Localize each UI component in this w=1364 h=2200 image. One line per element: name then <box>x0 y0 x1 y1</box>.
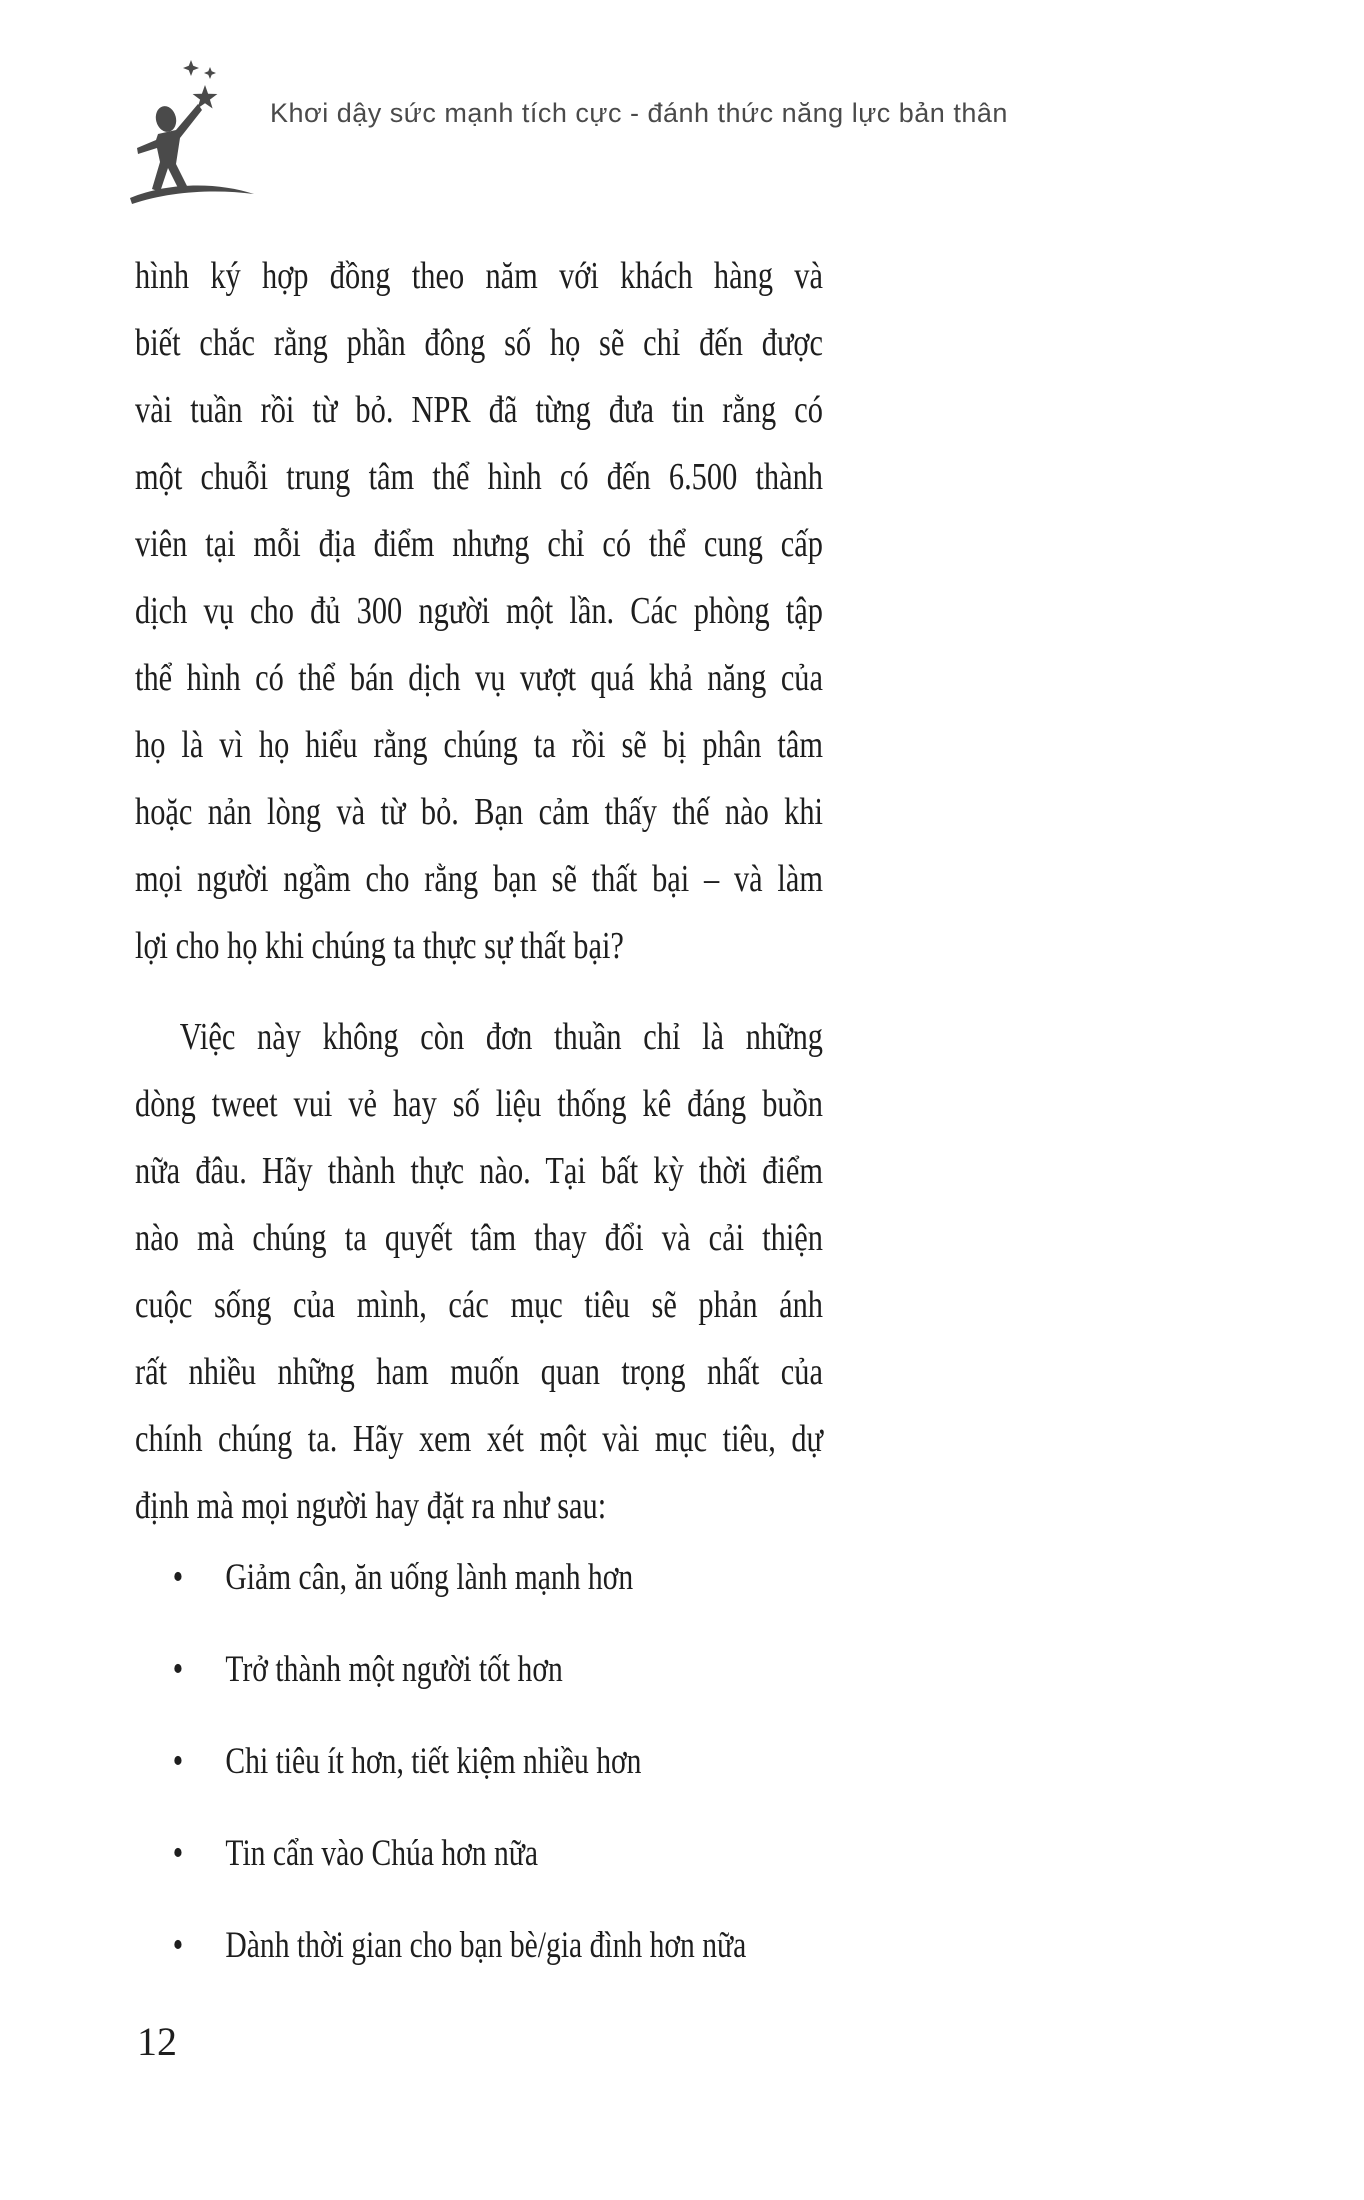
person-reaching-stars-logo <box>130 56 256 206</box>
sparkle-icon <box>183 60 199 76</box>
paragraph <box>135 243 823 980</box>
swoosh <box>130 185 254 204</box>
text-line: Việc này không còn đơn thuần chỉ là những <box>179 1016 824 1058</box>
goal-item <box>135 1829 823 1878</box>
text-line: nữa đâu. Hãy thành thực nào. Tại bất kỳ thời điểm <box>135 1150 823 1192</box>
goal-item <box>135 1645 823 1694</box>
text-line: dòng tweet vui vẻ hay số liệu thống kê đáng buồn <box>135 1083 823 1125</box>
goal-text: Giảm cân, ăn uống lành mạnh hơn <box>225 1557 634 1598</box>
text-line: họ là vì họ hiểu rằng chúng ta rồi sẽ bị phân tâm <box>135 724 823 766</box>
goal-item <box>135 1921 823 1970</box>
text-line: viên tại mỗi địa điểm nhưng chỉ có thể cung cấp <box>135 523 823 565</box>
goal-item <box>135 1553 823 1602</box>
bullet-icon: • <box>172 1924 184 1966</box>
text-line: nào mà chúng ta quyết tâm thay đổi và cải thiện <box>135 1217 823 1259</box>
page-number: 12 <box>137 2019 177 2064</box>
text-line: biết chắc rằng phần đông số họ sẽ chỉ đến được <box>135 322 823 364</box>
body-text <box>135 243 825 2013</box>
goal-text: Chi tiêu ít hơn, tiết kiệm nhiều hơn <box>225 1741 642 1782</box>
text-line: dịch vụ cho đủ 300 người một lần. Các phòng tập <box>135 590 823 632</box>
text-line: một chuỗi trung tâm thể hình có đến 6.500 thành <box>135 456 823 498</box>
sparkle-icon <box>204 67 216 79</box>
star-icon <box>193 85 218 109</box>
text-line: cuộc sống của mình, các mục tiêu sẽ phản ánh <box>135 1284 823 1326</box>
goal-list <box>135 1553 823 1970</box>
person-head <box>153 104 179 134</box>
goal-text: Tin cẩn vào Chúa hơn nữa <box>225 1833 538 1874</box>
running-header-title: Khơi dậy sức mạnh tích cực - đánh thức năng lực bản thân <box>270 98 1008 128</box>
text-line: chính chúng ta. Hãy xem xét một vài mục tiêu, dự <box>135 1418 823 1460</box>
text-line: định mà mọi người hay đặt ra như sau: <box>135 1485 607 1527</box>
bullet-icon: • <box>172 1740 184 1782</box>
goal-item <box>135 1737 823 1786</box>
text-line: rất nhiều những ham muốn quan trọng nhất của <box>135 1351 823 1393</box>
bullet-icon: • <box>172 1648 184 1690</box>
text-line: vài tuần rồi từ bỏ. NPR đã từng đưa tin rằng có <box>135 389 823 431</box>
bullet-icon: • <box>172 1556 184 1598</box>
text-line: thể hình có thể bán dịch vụ vượt quá khả năng của <box>135 657 823 699</box>
bullet-icon: • <box>172 1832 184 1874</box>
text-line: lợi cho họ khi chúng ta thực sự thất bại? <box>135 925 624 967</box>
goal-text: Trở thành một người tốt hơn <box>225 1649 563 1690</box>
paragraph <box>135 1004 823 1540</box>
goal-text: Dành thời gian cho bạn bè/gia đình hơn nữa <box>225 1925 747 1966</box>
text-line: hình ký hợp đồng theo năm với khách hàng và <box>135 255 823 297</box>
text-line: mọi người ngầm cho rằng bạn sẽ thất bại – và làm <box>135 858 823 900</box>
text-line: hoặc nản lòng và từ bỏ. Bạn cảm thấy thế nào khi <box>135 791 823 833</box>
